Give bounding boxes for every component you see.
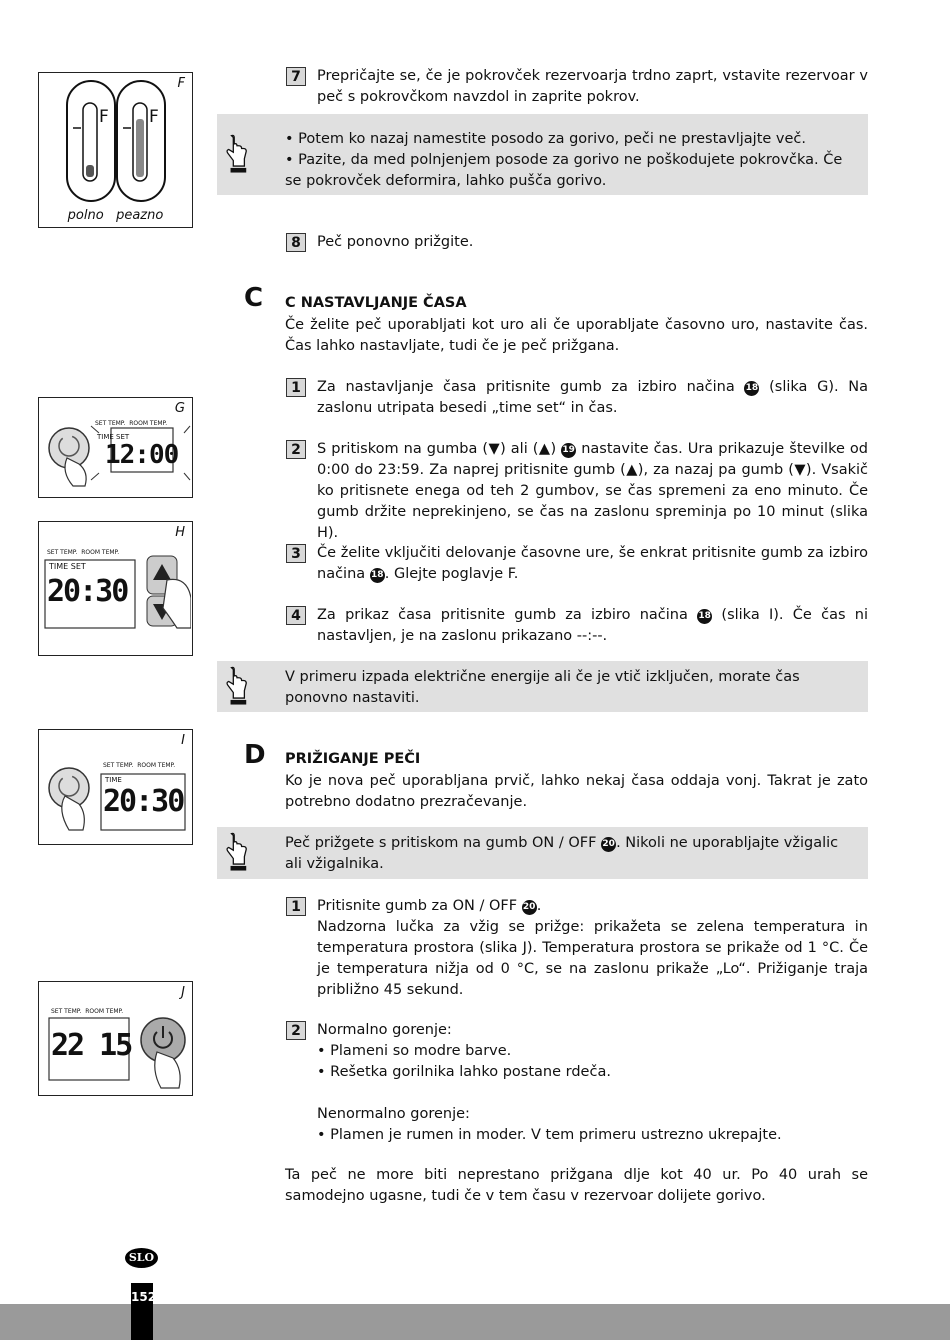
step-text bbox=[317, 543, 868, 585]
section-intro: Ko je nova peč uporabljana prvič, lahko nekaj časa oddaja vonj. Takrat je zato potrebno dodatno prezračevanje. bbox=[285, 773, 868, 810]
figure-j bbox=[38, 981, 193, 1096]
gauge-letter-empty: F bbox=[149, 107, 159, 127]
note-box bbox=[217, 114, 868, 195]
display-temperature: 22 15 bbox=[51, 1028, 132, 1063]
step-text-part: Če želite vključiti delovanje časovne ure, še enkrat pritisnite gumb za izbiro načina bbox=[317, 545, 868, 582]
display-top-text: SET TEMP. ROOM TEMP. bbox=[103, 762, 176, 769]
figure-label: J bbox=[181, 985, 185, 1000]
note-text bbox=[285, 833, 858, 875]
button-18-badge: 18 bbox=[697, 609, 712, 624]
button-20-badge: 20 bbox=[601, 837, 616, 852]
display-time: 12:00 bbox=[105, 440, 179, 470]
display-sub-text: TIME SET bbox=[97, 433, 130, 441]
language-badge: SLO bbox=[125, 1248, 158, 1268]
step-text bbox=[317, 896, 868, 1001]
display-sub-text: TIME bbox=[105, 776, 122, 784]
display-top-text: SET TEMP. ROOM TEMP. bbox=[51, 1008, 124, 1015]
display-time: 20:30 bbox=[47, 574, 128, 609]
step-number: 2 bbox=[286, 440, 306, 459]
step-number: 8 bbox=[286, 233, 306, 252]
display-top-text: SET TEMP. ROOM TEMP. bbox=[47, 549, 120, 556]
section-intro: Če želite peč uporabljati kot uro ali če uporabljate časovno uro, nastavite čas. Čas lahko nastavljate, tudi če je peč prižgana. bbox=[285, 317, 868, 354]
step-text-part: (slika I). Če čas ni nastavljen, je na zaslonu prikazano --:--. bbox=[317, 607, 868, 644]
step-text-part: . Glejte poglavje F. bbox=[384, 566, 519, 582]
step-text: Peč ponovno prižgite. bbox=[317, 234, 474, 250]
figure-g bbox=[38, 397, 193, 498]
figure-caption: polno peazno bbox=[67, 208, 164, 223]
gauge-letter-full: F bbox=[99, 107, 109, 127]
closing-text: Ta peč ne more biti neprestano prižgana dlje kot 40 ur. Po 40 urah se samodejno ugasne, tudi če v tem času v rezervoar dolijete gorivo. bbox=[285, 1167, 868, 1204]
button-18-badge: 18 bbox=[370, 568, 385, 583]
step-number: 3 bbox=[286, 544, 306, 563]
display-sub-text: TIME SET bbox=[49, 562, 86, 571]
list-item: • Plameni so modre barve. bbox=[317, 1043, 512, 1059]
note-item: • Pazite, da med polnjenjem posode za gorivo ne poškodujete pokrovčka. Če se pokrovček deformira, lahko pušča gorivo. bbox=[285, 152, 843, 189]
step-number: 4 bbox=[286, 606, 306, 625]
step-text bbox=[317, 439, 868, 544]
pointing-hand-icon bbox=[225, 832, 249, 874]
step-text-part: nastavite čas. Ura prikazuje številke od 0:00 do 23:59. Za naprej pritisnite gumb (▲), za nazaj pa gumb (▼). Vsakič ko pritisnete enega od teh 2 gumbov, se čas spremeni za eno minuto. Če gumb držite neprekinjeno, se čas na zaslonu spreminja po 10 minut (slika H). bbox=[317, 441, 868, 541]
normal-burning-title: Normalno gorenje: bbox=[317, 1022, 452, 1038]
list-item: • Rešetka gorilnika lahko postane rdeča. bbox=[317, 1064, 611, 1080]
note-list bbox=[285, 129, 858, 192]
note-box bbox=[217, 661, 868, 712]
figure-label: I bbox=[181, 733, 185, 748]
figure-h bbox=[38, 521, 193, 656]
section-letter: C bbox=[244, 283, 264, 313]
step-number: 2 bbox=[286, 1021, 306, 1040]
list-item: • Plamen je rumen in moder. V tem primeru ustrezno ukrepajte. bbox=[317, 1127, 782, 1143]
display-time: 20:30 bbox=[103, 784, 184, 819]
step-number: 7 bbox=[286, 67, 306, 86]
button-18-badge: 18 bbox=[744, 381, 759, 396]
pointing-hand-icon bbox=[225, 666, 249, 708]
step-text-part: Nadzorna lučka za vžig se prižge: prikažeta se zelena temperatura in temperatura prostora (slika J). Temperatura prostora se prikaže od 1 °C. Če je temperatura nižja od 0 °C, se na zaslonu prikaže „Lo“. Prižiganje traja približno 45 sekund. bbox=[317, 919, 868, 998]
section-letter: D bbox=[244, 740, 266, 770]
section-title: C NASTAVLJANJE ČASA bbox=[285, 295, 467, 311]
abnormal-burning-title: Nenormalno gorenje: bbox=[317, 1106, 470, 1122]
fuel-gauge-illustration bbox=[39, 73, 191, 226]
step-text-part: Za prikaz časa pritisnite gumb za izbiro načina bbox=[317, 607, 698, 623]
step-text: Prepričajte se, če je pokrovček rezervoarja trdno zaprt, vstavite rezervoar v peč s pokrovčkom navzdol in zaprite pokrov. bbox=[317, 68, 868, 105]
step-text bbox=[317, 1020, 868, 1146]
note-item: • Potem ko nazaj namestite posodo za gorivo, peči ne prestavljajte več. bbox=[285, 131, 807, 147]
figure-label: G bbox=[174, 401, 185, 416]
button-19-badge: 19 bbox=[561, 443, 576, 458]
step-number: 1 bbox=[286, 897, 306, 916]
figure-f bbox=[38, 72, 193, 228]
step-text-part: . bbox=[536, 898, 542, 914]
step-text bbox=[317, 377, 868, 419]
step-text bbox=[317, 605, 868, 647]
page-number: 152 bbox=[131, 1290, 157, 1304]
note-text: V primeru izpada električne energije ali če je vtič izključen, morate čas ponovno nastaviti. bbox=[285, 669, 800, 706]
figure-i bbox=[38, 729, 193, 845]
section-title: PRIŽIGANJE PEČI bbox=[285, 751, 421, 767]
note-text-part: . Nikoli ne uporabljajte vžigalic ali vžigalnika. bbox=[285, 835, 839, 872]
step-number: 1 bbox=[286, 378, 306, 397]
figure-label: H bbox=[175, 525, 185, 540]
pointing-hand-icon bbox=[225, 134, 249, 176]
button-20-badge: 20 bbox=[522, 900, 537, 915]
step-text-part: (slika G). Na zaslonu utripata besedi „time set“ in čas. bbox=[317, 379, 868, 416]
step-text-part: Pritisnite gumb za ON / OFF bbox=[317, 898, 522, 914]
display-top-text: SET TEMP. ROOM TEMP. bbox=[95, 420, 168, 427]
figure-label: F bbox=[177, 76, 185, 91]
note-text-part: Peč prižgete s pritiskom na gumb ON / OFF bbox=[285, 835, 602, 851]
step-text-part: Za nastavljanje časa pritisnite gumb za izbiro načina bbox=[317, 379, 745, 395]
step-text-part: S pritiskom na gumba (▼) ali (▲) bbox=[317, 441, 562, 457]
note-box bbox=[217, 827, 868, 879]
